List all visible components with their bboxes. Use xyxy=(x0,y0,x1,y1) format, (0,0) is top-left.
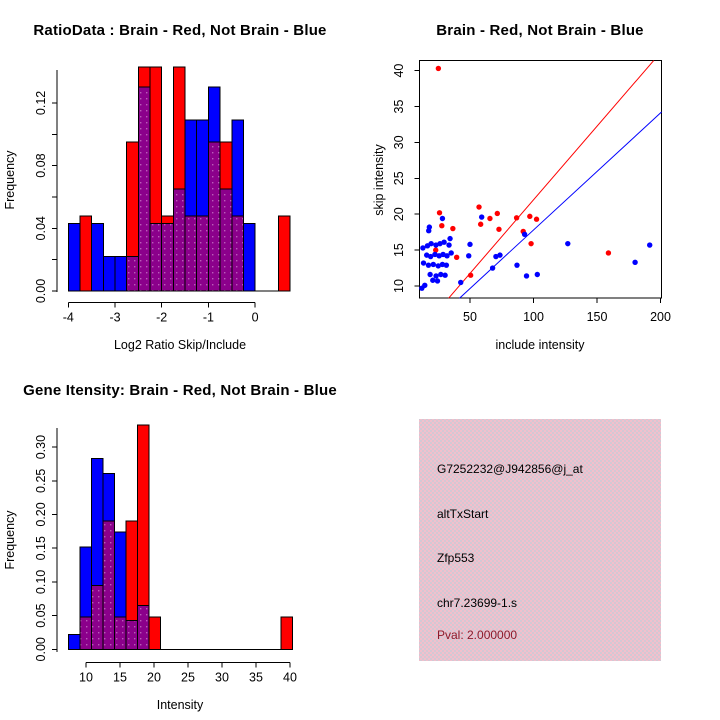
svg-text:0.10: 0.10 xyxy=(34,569,48,595)
svg-text:0.12: 0.12 xyxy=(34,90,48,116)
svg-text:35: 35 xyxy=(249,670,263,685)
svg-text:0: 0 xyxy=(251,310,259,325)
svg-text:25: 25 xyxy=(392,171,406,186)
ratio-histogram-ylabel: Frequency xyxy=(3,150,17,210)
intensity-scatter-xlabel: include intensity xyxy=(495,338,585,352)
intensity-scatter-plot xyxy=(360,0,720,360)
gene-intensity-histogram-xlabel: Intensity xyxy=(156,698,204,712)
svg-text:0.04: 0.04 xyxy=(34,216,48,241)
svg-text:30: 30 xyxy=(392,135,406,150)
svg-text:20: 20 xyxy=(392,207,406,222)
svg-text:-1: -1 xyxy=(202,310,214,325)
ratio-histogram-title: RatioData : Brain - Red, Not Brain - Blue xyxy=(33,22,327,39)
svg-text:-4: -4 xyxy=(62,310,74,325)
gene-name-text: Zfp553 xyxy=(437,551,475,565)
pval-text: Pval: 2.000000 xyxy=(437,628,518,642)
svg-text:20: 20 xyxy=(147,670,161,685)
svg-text:0.15: 0.15 xyxy=(34,536,48,561)
gene-info-box xyxy=(419,419,661,661)
gene-intensity-histogram-title: Gene Itensity: Brain - Red, Not Brain - Blue xyxy=(23,382,337,399)
intensity-scatter-title: Brain - Red, Not Brain - Blue xyxy=(436,22,644,39)
locus-text: chr7.23699-1.s xyxy=(437,596,518,610)
svg-text:40: 40 xyxy=(392,63,406,78)
svg-text:15: 15 xyxy=(113,670,127,685)
event-type-text: altTxStart xyxy=(437,507,489,521)
svg-text:0.00: 0.00 xyxy=(34,278,48,304)
ratio-histogram-plot xyxy=(0,0,360,360)
svg-text:10: 10 xyxy=(79,670,93,685)
svg-text:40: 40 xyxy=(283,670,297,685)
svg-text:10: 10 xyxy=(392,279,406,293)
gene-intensity-histogram-plot xyxy=(0,360,360,720)
svg-text:100: 100 xyxy=(523,310,544,325)
ratio-histogram-xlabel: Log2 Ratio Skip/Include xyxy=(113,338,247,352)
svg-text:0.20: 0.20 xyxy=(34,502,48,527)
svg-text:0.08: 0.08 xyxy=(34,153,48,178)
svg-text:50: 50 xyxy=(463,310,477,325)
intensity-scatter-ylabel: skip intensity xyxy=(372,144,386,216)
svg-text:0.00: 0.00 xyxy=(34,637,48,662)
svg-text:30: 30 xyxy=(215,670,229,685)
svg-text:15: 15 xyxy=(392,243,406,258)
svg-text:0.30: 0.30 xyxy=(34,434,48,460)
svg-text:35: 35 xyxy=(392,99,406,114)
probe-id-text: G7252232@J942856@j_at xyxy=(437,462,583,476)
svg-text:0.25: 0.25 xyxy=(34,468,48,493)
svg-text:25: 25 xyxy=(181,670,195,685)
svg-text:0.05: 0.05 xyxy=(34,603,48,628)
svg-text:-3: -3 xyxy=(109,310,121,325)
svg-text:-2: -2 xyxy=(156,310,168,325)
gene-intensity-histogram-ylabel: Frequency xyxy=(3,510,17,570)
svg-text:200: 200 xyxy=(650,310,671,325)
svg-text:150: 150 xyxy=(586,310,608,325)
